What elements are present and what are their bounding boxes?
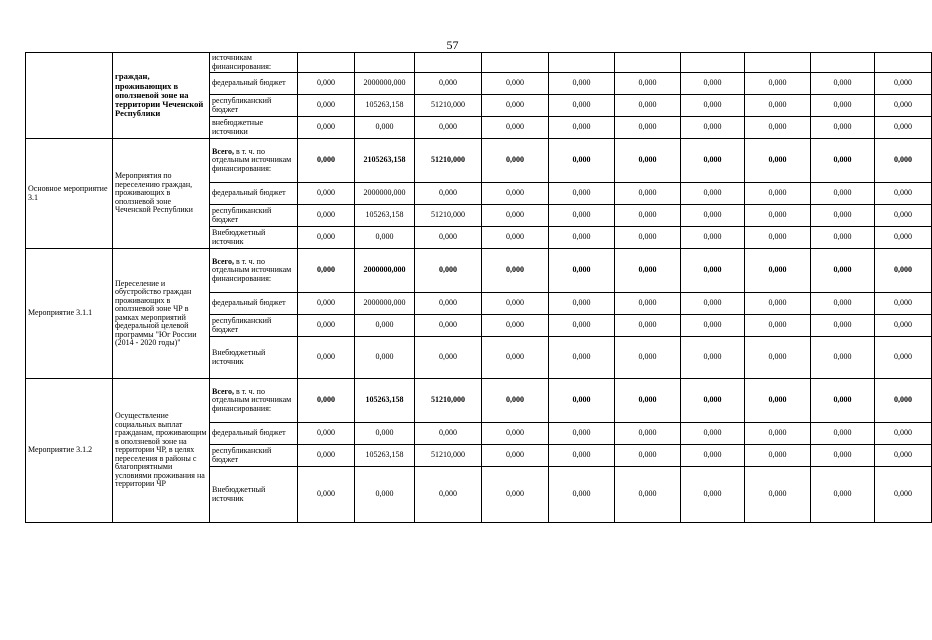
amount-cell: 0,000 — [482, 95, 549, 117]
amount-cell: 0,000 — [482, 73, 549, 95]
funding-source-label: федеральный бюджет — [212, 78, 286, 88]
amount-cell: 0,000 — [681, 73, 745, 95]
funding-source-cell — [210, 205, 298, 227]
funding-source-cell — [210, 139, 298, 183]
amount-cell: 0,000 — [415, 117, 482, 139]
amount-cell: 0,000 — [298, 379, 355, 423]
amount-cell: 0,000 — [811, 227, 875, 249]
funding-source-label: в т. ч. по отдельным источникам финансирования: — [212, 256, 292, 283]
funding-source-cell — [210, 117, 298, 139]
amount-cell: 0,000 — [681, 467, 745, 523]
amount-cell: 0,000 — [549, 117, 615, 139]
amount-cell — [875, 53, 932, 73]
amount-cell: 0,000 — [681, 445, 745, 467]
amount-cell: 0,000 — [615, 249, 681, 293]
amount-cell: 0,000 — [549, 293, 615, 315]
amount-cell: 0,000 — [811, 423, 875, 445]
amount-cell: 0,000 — [615, 139, 681, 183]
activity-cell: Мероприятие 3.1.1 — [26, 249, 113, 379]
amount-cell: 0,000 — [745, 467, 811, 523]
amount-cell: 0,000 — [415, 337, 482, 379]
amount-cell: 0,000 — [875, 73, 932, 95]
amount-cell: 0,000 — [615, 423, 681, 445]
amount-cell: 0,000 — [298, 423, 355, 445]
amount-cell: 0,000 — [745, 293, 811, 315]
amount-cell: 0,000 — [415, 249, 482, 293]
funding-source-label: федеральный бюджет — [212, 428, 286, 438]
amount-cell: 105263,158 — [355, 379, 415, 423]
amount-cell: 0,000 — [415, 315, 482, 337]
amount-cell: 0,000 — [875, 337, 932, 379]
amount-cell: 0,000 — [875, 117, 932, 139]
amount-cell: 0,000 — [745, 227, 811, 249]
amount-cell: 0,000 — [482, 117, 549, 139]
amount-cell: 0,000 — [549, 227, 615, 249]
amount-cell: 0,000 — [811, 205, 875, 227]
amount-cell: 0,000 — [875, 293, 932, 315]
funding-source-cell — [210, 227, 298, 249]
amount-cell: 0,000 — [875, 139, 932, 183]
amount-cell: 0,000 — [298, 315, 355, 337]
amount-cell: 0,000 — [482, 423, 549, 445]
amount-cell: 0,000 — [811, 293, 875, 315]
amount-cell: 0,000 — [745, 249, 811, 293]
description-cell: Мероприятия по переселению граждан, проживающих в оползневой зоне Чеченской Республики — [113, 139, 210, 249]
amount-cell: 0,000 — [615, 183, 681, 205]
amount-cell: 0,000 — [482, 205, 549, 227]
funding-total-label: Всего, — [212, 146, 234, 156]
amount-cell — [615, 53, 681, 73]
amount-cell: 0,000 — [615, 445, 681, 467]
amount-cell: 0,000 — [681, 95, 745, 117]
amount-cell: 0,000 — [355, 315, 415, 337]
amount-cell: 0,000 — [811, 117, 875, 139]
amount-cell: 0,000 — [615, 379, 681, 423]
amount-cell: 0,000 — [298, 205, 355, 227]
amount-cell: 2000000,000 — [355, 183, 415, 205]
amount-cell: 0,000 — [298, 467, 355, 523]
amount-cell — [811, 53, 875, 73]
amount-cell: 0,000 — [811, 95, 875, 117]
amount-cell: 0,000 — [615, 337, 681, 379]
amount-cell: 0,000 — [298, 293, 355, 315]
funding-source-cell — [210, 315, 298, 337]
amount-cell: 0,000 — [615, 117, 681, 139]
table-row — [26, 379, 932, 423]
amount-cell: 0,000 — [745, 445, 811, 467]
funding-source-cell — [210, 337, 298, 379]
amount-cell: 0,000 — [549, 95, 615, 117]
amount-cell: 0,000 — [875, 205, 932, 227]
amount-cell: 0,000 — [415, 227, 482, 249]
amount-cell: 51210,000 — [415, 95, 482, 117]
funding-source-label: Внебюджетный источник — [212, 228, 266, 246]
amount-cell: 0,000 — [482, 227, 549, 249]
amount-cell: 0,000 — [875, 227, 932, 249]
funding-source-cell — [210, 293, 298, 315]
amount-cell: 0,000 — [482, 183, 549, 205]
amount-cell: 0,000 — [811, 337, 875, 379]
amount-cell: 0,000 — [482, 315, 549, 337]
amount-cell: 0,000 — [811, 73, 875, 95]
funding-total-label: Всего, — [212, 386, 234, 396]
amount-cell: 0,000 — [549, 205, 615, 227]
amount-cell: 0,000 — [549, 183, 615, 205]
amount-cell: 0,000 — [415, 467, 482, 523]
amount-cell: 0,000 — [298, 183, 355, 205]
amount-cell: 0,000 — [298, 95, 355, 117]
amount-cell: 0,000 — [875, 467, 932, 523]
funding-source-label: республиканский бюджет — [212, 446, 272, 464]
funding-source-label: источникам финансирования: — [212, 53, 272, 71]
amount-cell: 0,000 — [745, 73, 811, 95]
funding-total-label: Всего, — [212, 256, 234, 266]
activity-cell — [26, 53, 113, 139]
amount-cell: 0,000 — [745, 337, 811, 379]
amount-cell: 0,000 — [745, 95, 811, 117]
funding-source-cell — [210, 183, 298, 205]
amount-cell: 2105263,158 — [355, 139, 415, 183]
amount-cell: 0,000 — [482, 139, 549, 183]
amount-cell: 0,000 — [745, 315, 811, 337]
amount-cell: 0,000 — [549, 337, 615, 379]
amount-cell: 0,000 — [875, 95, 932, 117]
amount-cell — [355, 53, 415, 73]
amount-cell: 0,000 — [549, 445, 615, 467]
funding-source-label: в т. ч. по отдельным источникам финансирования: — [212, 146, 292, 173]
amount-cell: 0,000 — [615, 95, 681, 117]
funding-source-cell — [210, 467, 298, 523]
amount-cell: 0,000 — [298, 139, 355, 183]
amount-cell: 0,000 — [415, 423, 482, 445]
amount-cell: 0,000 — [415, 183, 482, 205]
amount-cell: 0,000 — [298, 73, 355, 95]
amount-cell: 0,000 — [745, 205, 811, 227]
table-row — [26, 249, 932, 293]
amount-cell: 0,000 — [745, 139, 811, 183]
amount-cell: 0,000 — [875, 315, 932, 337]
table-body — [26, 53, 932, 523]
budget-table — [25, 52, 932, 523]
funding-source-cell — [210, 95, 298, 117]
amount-cell: 0,000 — [298, 337, 355, 379]
amount-cell: 0,000 — [482, 379, 549, 423]
amount-cell: 51210,000 — [415, 379, 482, 423]
amount-cell: 0,000 — [355, 337, 415, 379]
activity-cell: Мероприятие 3.1.2 — [26, 379, 113, 523]
amount-cell: 0,000 — [681, 117, 745, 139]
funding-source-label: республиканский бюджет — [212, 316, 272, 334]
amount-cell: 0,000 — [298, 445, 355, 467]
amount-cell: 0,000 — [811, 315, 875, 337]
funding-source-cell — [210, 423, 298, 445]
amount-cell: 0,000 — [615, 73, 681, 95]
funding-source-cell — [210, 445, 298, 467]
amount-cell: 0,000 — [745, 423, 811, 445]
amount-cell: 0,000 — [811, 445, 875, 467]
amount-cell: 0,000 — [681, 205, 745, 227]
amount-cell: 0,000 — [615, 293, 681, 315]
amount-cell: 0,000 — [415, 293, 482, 315]
amount-cell: 0,000 — [811, 139, 875, 183]
amount-cell: 0,000 — [875, 183, 932, 205]
amount-cell — [745, 53, 811, 73]
amount-cell: 0,000 — [681, 293, 745, 315]
amount-cell: 51210,000 — [415, 139, 482, 183]
amount-cell: 0,000 — [615, 467, 681, 523]
amount-cell: 0,000 — [298, 227, 355, 249]
amount-cell: 0,000 — [681, 249, 745, 293]
funding-source-label: внебюджетные источники — [212, 118, 263, 136]
amount-cell: 0,000 — [549, 379, 615, 423]
funding-source-cell — [210, 249, 298, 293]
amount-cell: 0,000 — [681, 315, 745, 337]
funding-source-cell — [210, 73, 298, 95]
amount-cell: 0,000 — [811, 249, 875, 293]
funding-source-label: Внебюджетный источник — [212, 485, 266, 503]
funding-source-cell — [210, 53, 298, 73]
table-row — [26, 139, 932, 183]
description-cell: граждан, проживающих в оползневой зоне на территории Чеченской Республики — [113, 53, 210, 139]
amount-cell: 0,000 — [482, 467, 549, 523]
amount-cell: 0,000 — [615, 227, 681, 249]
amount-cell: 0,000 — [681, 423, 745, 445]
amount-cell: 0,000 — [415, 73, 482, 95]
amount-cell: 0,000 — [482, 293, 549, 315]
amount-cell: 0,000 — [681, 379, 745, 423]
amount-cell: 0,000 — [355, 423, 415, 445]
amount-cell: 0,000 — [875, 249, 932, 293]
funding-source-label: федеральный бюджет — [212, 298, 286, 308]
amount-cell: 0,000 — [875, 379, 932, 423]
activity-cell: Основное мероприятие 3.1 — [26, 139, 113, 249]
amount-cell: 0,000 — [355, 467, 415, 523]
amount-cell: 0,000 — [549, 249, 615, 293]
amount-cell: 0,000 — [811, 467, 875, 523]
amount-cell: 0,000 — [615, 205, 681, 227]
amount-cell: 0,000 — [482, 249, 549, 293]
amount-cell: 0,000 — [745, 117, 811, 139]
funding-source-label: республиканский бюджет — [212, 96, 272, 114]
amount-cell: 0,000 — [745, 379, 811, 423]
funding-source-label: республиканский бюджет — [212, 206, 272, 224]
description-cell: Переселение и обустройство граждан проживающих в оползневой зоне ЧР в рамках мероприятий федеральной целевой программы "Юг России (2014 - 2020 годы)" — [113, 249, 210, 379]
amount-cell: 51210,000 — [415, 205, 482, 227]
funding-source-cell — [210, 379, 298, 423]
amount-cell: 0,000 — [482, 337, 549, 379]
amount-cell: 0,000 — [549, 315, 615, 337]
amount-cell: 0,000 — [745, 183, 811, 205]
amount-cell: 105263,158 — [355, 445, 415, 467]
amount-cell: 0,000 — [681, 139, 745, 183]
amount-cell: 2000000,000 — [355, 249, 415, 293]
amount-cell: 51210,000 — [415, 445, 482, 467]
amount-cell: 0,000 — [875, 445, 932, 467]
amount-cell: 105263,158 — [355, 95, 415, 117]
amount-cell: 0,000 — [549, 73, 615, 95]
amount-cell — [298, 53, 355, 73]
amount-cell — [482, 53, 549, 73]
amount-cell: 0,000 — [549, 467, 615, 523]
funding-source-label: Внебюджетный источник — [212, 348, 266, 366]
amount-cell: 0,000 — [549, 139, 615, 183]
amount-cell: 0,000 — [681, 183, 745, 205]
amount-cell: 0,000 — [681, 337, 745, 379]
amount-cell: 2000000,000 — [355, 73, 415, 95]
page-number: 57 — [446, 38, 459, 52]
amount-cell: 0,000 — [298, 249, 355, 293]
funding-source-label: в т. ч. по отдельным источникам финансирования: — [212, 386, 292, 413]
funding-source-label: федеральный бюджет — [212, 188, 286, 198]
amount-cell — [549, 53, 615, 73]
amount-cell: 0,000 — [298, 117, 355, 139]
amount-cell: 0,000 — [355, 227, 415, 249]
description-cell: Осуществление социальных выплат гражданам, проживающим в оползневой зоне на территории ЧР, в целях переселения в районы с благоприятными условиями проживания на территории ЧР — [113, 379, 210, 523]
amount-cell: 0,000 — [875, 423, 932, 445]
amount-cell: 0,000 — [549, 423, 615, 445]
amount-cell: 0,000 — [811, 183, 875, 205]
table-row — [26, 53, 932, 73]
amount-cell: 0,000 — [681, 227, 745, 249]
amount-cell: 105263,158 — [355, 205, 415, 227]
amount-cell: 0,000 — [615, 315, 681, 337]
amount-cell: 0,000 — [355, 117, 415, 139]
amount-cell: 2000000,000 — [355, 293, 415, 315]
amount-cell: 0,000 — [811, 379, 875, 423]
amount-cell — [681, 53, 745, 73]
amount-cell — [415, 53, 482, 73]
amount-cell: 0,000 — [482, 445, 549, 467]
